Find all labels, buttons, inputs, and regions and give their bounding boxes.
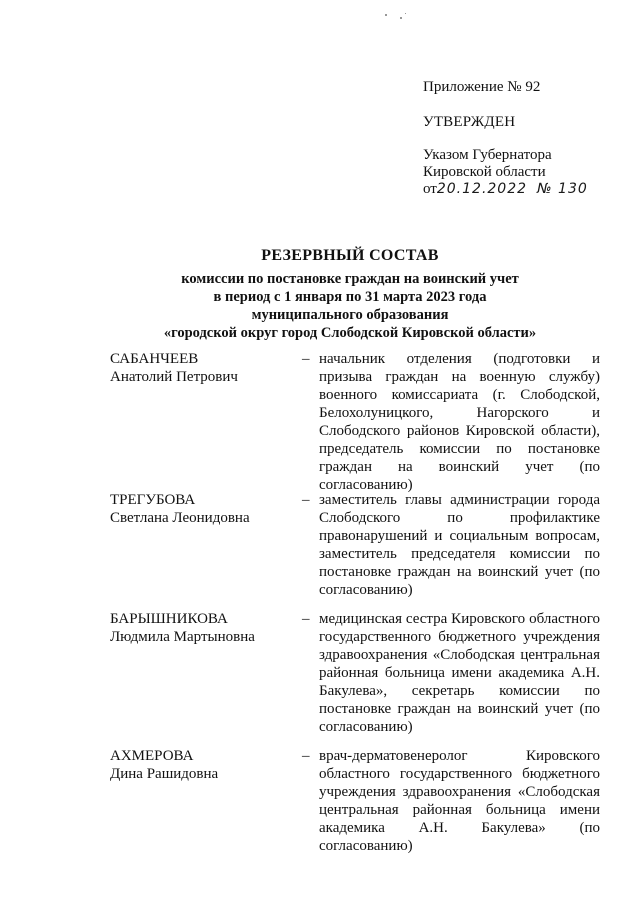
member-name (110, 491, 290, 527)
decree-date-line (423, 181, 588, 198)
member-dash: – (302, 611, 310, 627)
member-surname: БАРЫШНИКОВА (110, 611, 228, 627)
member-given-names: Дина Рашидовна (110, 766, 219, 782)
document-title (60, 246, 640, 342)
title-line: «городской округ город Слободской Кировской области» (163, 325, 537, 341)
title-main: РЕЗЕРВНЫЙ СОСТАВ (261, 247, 439, 264)
member-surname: АХМЕРОВА (110, 748, 194, 764)
member-given-names: Анатолий Петрович (110, 369, 238, 385)
date-prefix: от (423, 181, 437, 197)
member-dash: – (302, 748, 310, 764)
member-description: начальник отделения (подготовки и призыва граждан на военную службу) военного комиссариата (г. Слободской, Белохолуницкого, Нагорского и Слободского районов Кировской области), председатель комиссии по постановке граждан на воинский учет (по согласованию) (319, 351, 600, 493)
member-given-names: Светлана Леонидовна (110, 510, 250, 526)
annex-number: Приложение № 92 (423, 79, 541, 95)
handwritten-number: № 130 (537, 181, 588, 197)
decree-block (423, 147, 588, 198)
member-description: медицинская сестра Кировского областного государственного бюджетного учреждения здравоохранения «Слободская центральная районная больница имени академика А.Н. Бакулева», секретарь комиссии по постановке граждан на воинский учет (по согласованию) (319, 611, 600, 735)
member-description: заместитель главы администрации города Слободского по профилактике правонарушений и социальным вопросам, заместитель председателя комиссии по постановке граждан на воинский учет (по согласованию) (319, 492, 600, 598)
member-name (110, 610, 290, 646)
member-dash: – (302, 351, 310, 367)
handwritten-date: 20.12.2022 (436, 181, 528, 197)
title-line: муниципального образования (251, 307, 449, 323)
member-surname: САБАНЧЕЕВ (110, 351, 199, 367)
scan-speck (400, 17, 402, 19)
decree-line: Кировской области (423, 164, 546, 180)
member-name (110, 747, 290, 783)
scan-speck (385, 14, 387, 16)
member-dash: – (302, 492, 310, 508)
title-line: в период с 1 января по 31 марта 2023 года (213, 289, 487, 305)
member-name (110, 350, 290, 386)
title-line: комиссии по постановке граждан на воинский учет (181, 271, 519, 287)
member-surname: ТРЕГУБОВА (110, 492, 196, 508)
member-description: врач-дерматовенеролог Кировского областного государственного бюджетного учреждения здравоохранения «Слободская центральная районная больница имени академика А.Н. Бакулева» (по согласованию) (319, 748, 600, 854)
approved-label: УТВЕРЖДЕН (423, 114, 516, 130)
decree-line: Указом Губернатора (423, 147, 552, 163)
scan-speck (405, 13, 406, 14)
member-given-names: Людмила Мартыновна (110, 629, 255, 645)
